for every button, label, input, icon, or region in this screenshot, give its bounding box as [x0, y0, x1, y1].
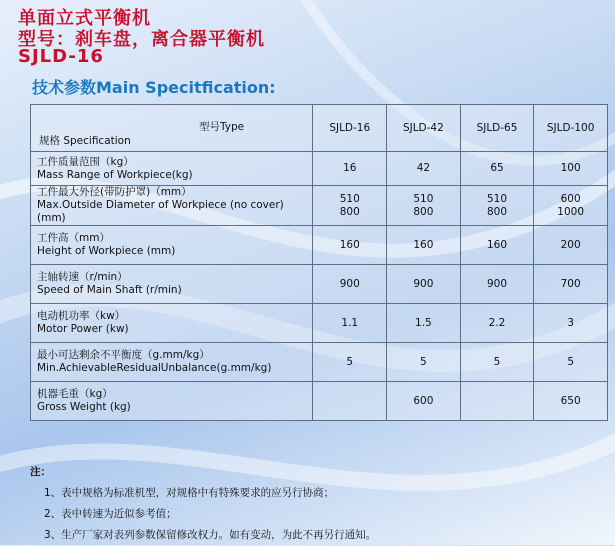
- title-line-1: 单面立式平衡机: [18, 8, 151, 29]
- table-cell: 510 800: [460, 186, 534, 226]
- title-line-2: 型号：刹车盘，离合器平衡机: [18, 29, 265, 50]
- row-label: [31, 152, 313, 186]
- table-cell: [460, 382, 534, 421]
- table-row: [31, 186, 608, 226]
- row-label: [31, 226, 313, 265]
- row-label-cn: 工件最大外径(带防护罩)（mm）: [37, 186, 192, 198]
- header-model: SJLD-42: [387, 105, 461, 152]
- table-cell: 600 1000: [534, 186, 608, 226]
- row-label-cn: 主轴转速（r/min）: [37, 271, 128, 283]
- note-item: 2、表中转速为近似参考值；: [44, 508, 177, 520]
- row-label: [31, 304, 313, 343]
- title-model: SJLD-16: [18, 46, 104, 67]
- table-row: [31, 265, 608, 304]
- row-label-cn: 最小可达剩余不平衡度（g.mm/kg）: [37, 349, 210, 361]
- table-cell: 200: [534, 226, 608, 265]
- table-cell: 650: [534, 382, 608, 421]
- header-spec-label: 规格 Specification: [39, 135, 131, 147]
- table-cell: 1.1: [313, 304, 387, 343]
- table-cell: 16: [313, 152, 387, 186]
- table-cell: 2.2: [460, 304, 534, 343]
- spec-table: [30, 104, 608, 421]
- note-item: 1、表中规格为标准机型，对规格中有特殊要求的应另行协商；: [44, 487, 335, 499]
- table-row: [31, 226, 608, 265]
- table-cell: 160: [460, 226, 534, 265]
- notes: [30, 462, 376, 546]
- table-cell: 5: [534, 343, 608, 382]
- row-label-en: Height of Workpiece (mm): [37, 245, 176, 257]
- row-label-en: Mass Range of Workpiece(kg): [37, 168, 193, 181]
- table-row: [31, 304, 608, 343]
- table-cell: 5: [460, 343, 534, 382]
- table-cell: 160: [313, 226, 387, 265]
- table-cell: 5: [387, 343, 461, 382]
- table-cell: 900: [460, 265, 534, 304]
- row-label: [31, 343, 313, 382]
- table-cell: 160: [387, 226, 461, 265]
- table-header-row: [31, 105, 608, 152]
- table-cell: 900: [313, 265, 387, 304]
- header-model: SJLD-16: [313, 105, 387, 152]
- row-label-en: Gross Weight (kg): [37, 401, 131, 413]
- table-cell: 5: [313, 343, 387, 382]
- notes-title: 注：: [30, 466, 51, 478]
- table-row: [31, 382, 608, 421]
- table-cell: 65: [460, 152, 534, 186]
- table-row: [31, 343, 608, 382]
- table-cell: 700: [534, 265, 608, 304]
- note-item: 3、生产厂家对表列参数保留修改权力。如有变动，为此不再另行通知。: [44, 529, 377, 541]
- row-label: [31, 382, 313, 421]
- table-cell: 100: [534, 152, 608, 186]
- row-label-en: Min.AchievableResidualUnbalance(g.mm/kg): [37, 362, 272, 374]
- row-label-cn: 工件质量范围（kg）: [37, 155, 134, 168]
- row-label-en: Speed of Main Shaft (r/min): [37, 284, 182, 296]
- table-cell: 510 800: [313, 186, 387, 226]
- table-row: [31, 152, 608, 186]
- row-label-cn: 机器毛重（kg）: [37, 388, 113, 400]
- row-label-cn: 工件高（mm）: [37, 232, 110, 244]
- header-model: SJLD-100: [534, 105, 608, 152]
- table-cell: [313, 382, 387, 421]
- row-label-en: Motor Power (kw): [37, 323, 129, 335]
- table-cell: 900: [387, 265, 461, 304]
- row-label-en: Max.Outside Diameter of Workpiece (no cover) (mm): [37, 199, 284, 224]
- table-cell: 3: [534, 304, 608, 343]
- table-cell: 42: [387, 152, 461, 186]
- header-type-label: 型号Type: [199, 121, 245, 133]
- table-cell: 600: [387, 382, 461, 421]
- row-label: [31, 186, 313, 226]
- header-model: SJLD-65: [460, 105, 534, 152]
- table-cell: 1.5: [387, 304, 461, 343]
- table-cell: 510 800: [387, 186, 461, 226]
- row-label: [31, 265, 313, 304]
- row-label-cn: 电动机功率（kw）: [37, 310, 126, 322]
- spec-heading: 技术参数Main Specitfication:: [32, 78, 276, 97]
- header-corner-cell: [31, 105, 313, 152]
